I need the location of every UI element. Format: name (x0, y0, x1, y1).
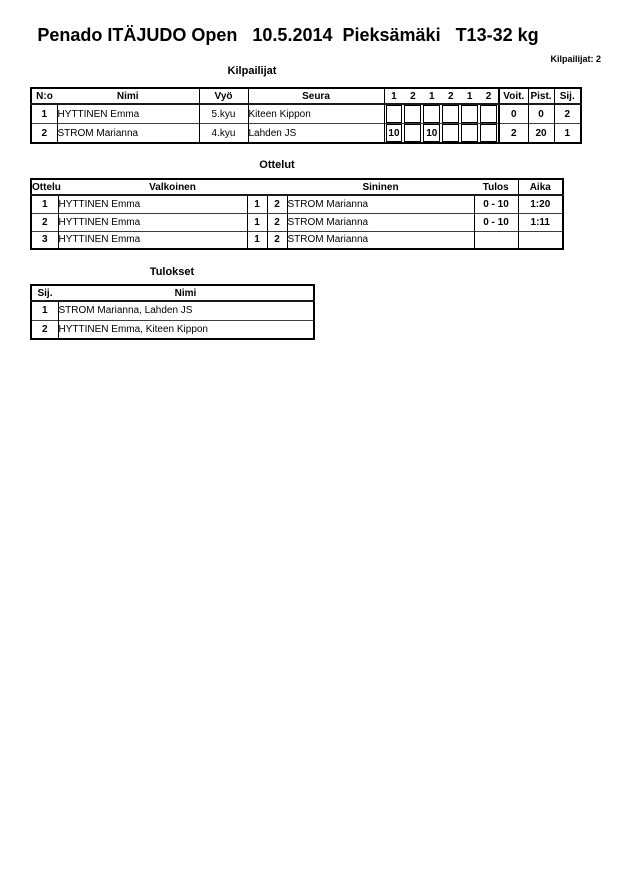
tulokset-table (30, 284, 315, 340)
col-header-aika: Aika (518, 179, 563, 195)
score-grid (385, 124, 499, 142)
col-header-sij: Sij. (31, 285, 58, 301)
score-box (461, 105, 478, 123)
col-header-nimi: Nimi (58, 285, 314, 301)
col-header-voit: Voit. (499, 88, 528, 104)
score-box (423, 105, 440, 123)
cell-valkoinen: HYTTINEN Emma (58, 231, 247, 249)
cell-vyo: 5.kyu (199, 104, 248, 124)
score-box (442, 124, 459, 142)
match-row (31, 231, 563, 249)
cell-tulos: 0 - 10 (474, 195, 518, 213)
section-title-tulokset: Tulokset (149, 266, 195, 278)
competitor-row (31, 124, 581, 144)
match-row (31, 213, 563, 231)
score-col-label: 1 (466, 90, 473, 102)
cell-scores (384, 104, 499, 124)
cell-vyo: 4.kyu (199, 124, 248, 144)
result-row (31, 301, 314, 320)
cell-no: 2 (31, 124, 57, 144)
section-title-kilpailijat: Kilpailijat (227, 65, 277, 77)
cell-blue-no: 2 (267, 213, 287, 231)
competitors-count: Kilpailijat: 2 (550, 54, 601, 64)
cell-white-no: 1 (247, 195, 267, 213)
cell-tulos (474, 231, 518, 249)
cell-tulos: 0 - 10 (474, 213, 518, 231)
cell-sininen: STROM Marianna (287, 195, 474, 213)
score-grid (385, 105, 499, 123)
cell-seura: Lahden JS (248, 124, 384, 144)
cell-nimi: HYTTINEN Emma, Kiteen Kippon (58, 320, 314, 339)
cell-sij: 2 (554, 104, 581, 124)
cell-sininen: STROM Marianna (287, 231, 474, 249)
cell-valkoinen: HYTTINEN Emma (58, 195, 247, 213)
score-header-grid (385, 91, 499, 102)
match-row (31, 195, 563, 213)
kilpailijat-header-row (31, 88, 581, 104)
ottelut-table (30, 178, 564, 250)
cell-nimi: STROM Marianna (57, 124, 199, 144)
cell-nimi: HYTTINEN Emma (57, 104, 199, 124)
cell-seura: Kiteen Kippon (248, 104, 384, 124)
cell-sij: 1 (554, 124, 581, 144)
page-title: Penado ITÄJUDO Open 10.5.2014 Pieksämäki T13-32 kg (37, 25, 539, 45)
col-header-vyo: Vyö (199, 88, 248, 104)
score-col-label: 1 (391, 90, 397, 102)
section-title-ottelut: Ottelut (259, 159, 295, 171)
score-col-label: 2 (410, 90, 416, 102)
cell-pist: 0 (528, 104, 554, 124)
score-box (480, 105, 497, 123)
kilpailijat-table (30, 87, 582, 144)
score-col-label: 2 (447, 90, 454, 102)
col-header-scores (384, 88, 499, 104)
score-col-label: 2 (485, 90, 492, 102)
cell-aika (518, 231, 563, 249)
cell-ottelu: 1 (41, 198, 48, 210)
col-header-no: N:o (31, 88, 57, 104)
cell-pist: 20 (528, 124, 554, 144)
tulokset-header-row (31, 285, 314, 301)
col-header-pist: Pist. (528, 88, 554, 104)
score-box (404, 105, 421, 123)
col-header-nimi: Nimi (57, 88, 199, 104)
competitor-row (31, 104, 581, 124)
col-header-valkoinen: Valkoinen (58, 179, 287, 195)
score-box (480, 124, 497, 142)
cell-aika: 1:20 (518, 195, 563, 213)
cell-blue-no: 2 (267, 231, 287, 249)
cell-sij: 1 (41, 305, 48, 317)
score-box (442, 105, 459, 123)
result-row (31, 320, 314, 339)
col-header-sininen: Sininen (287, 179, 474, 195)
score-col-label: 1 (429, 90, 435, 102)
ottelut-header-row (31, 179, 563, 195)
score-box: 10 (386, 124, 403, 142)
cell-no: 1 (41, 108, 48, 120)
cell-voit: 2 (499, 124, 528, 144)
cell-sij: 2 (31, 320, 58, 339)
cell-blue-no: 2 (267, 195, 287, 213)
col-header-sij: Sij. (554, 88, 581, 104)
cell-white-no: 1 (247, 213, 267, 231)
cell-nimi: STROM Marianna, Lahden JS (58, 301, 314, 320)
cell-white-no: 1 (247, 231, 267, 249)
col-header-seura: Seura (248, 88, 384, 104)
col-header-tulos: Tulos (474, 179, 518, 195)
cell-scores (384, 124, 499, 144)
cell-valkoinen: HYTTINEN Emma (58, 213, 247, 231)
cell-voit: 0 (499, 104, 528, 124)
cell-ottelu: 2 (31, 213, 58, 231)
cell-ottelu: 3 (31, 231, 58, 249)
col-header-ottelu: Ottelu (31, 179, 58, 195)
score-box: 10 (423, 124, 440, 142)
cell-aika: 1:11 (518, 213, 563, 231)
cell-sininen: STROM Marianna (287, 213, 474, 231)
score-box (461, 124, 478, 142)
score-box (404, 124, 421, 142)
score-box (386, 105, 403, 123)
